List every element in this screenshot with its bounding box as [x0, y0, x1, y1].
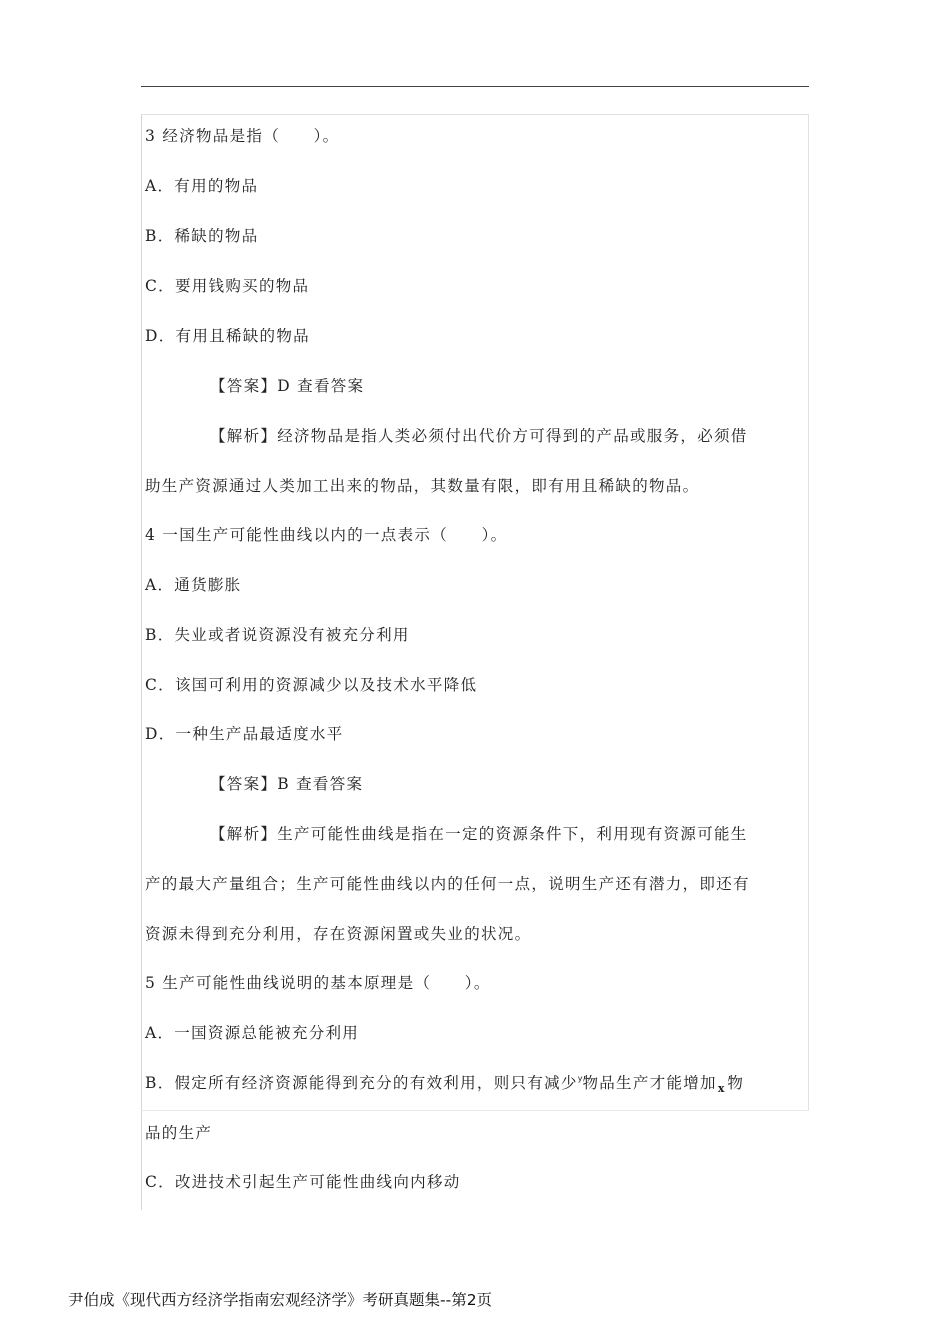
page-footer: 尹伯成《现代西方经济学指南宏观经济学》考研真题集--第2页 — [68, 1291, 493, 1309]
question-4-option-a: A．通货膨胀 — [145, 576, 242, 594]
header-rule — [141, 86, 809, 87]
question-4-stem: 4 一国生产可能性曲线以内的一点表示（ ）。 — [145, 526, 508, 544]
question-3-option-b: B．稀缺的物品 — [145, 227, 259, 245]
question-3-option-c: C．要用钱购买的物品 — [145, 277, 310, 295]
question-4-option-b: B．失业或者说资源没有被充分利用 — [145, 626, 410, 644]
question-5-stem: 5 生产可能性曲线说明的基本原理是（ ）。 — [145, 974, 491, 992]
question-4-analysis-line-3: 资源未得到充分利用，存在资源闲置或失业的状况。 — [145, 925, 532, 943]
question-4-analysis-line-2: 产的最大产量组合；生产可能性曲线以内的任何一点，说明生产还有潜力，即还有 — [145, 875, 750, 893]
content-frame-top — [141, 114, 809, 115]
content-frame-divider — [141, 1110, 809, 1111]
question-3-answer-link[interactable]: 【答案】D 查看答案 — [210, 377, 365, 395]
y-symbol: y — [577, 1074, 583, 1083]
question-3-option-d: D．有用且稀缺的物品 — [145, 327, 310, 345]
question-3-analysis-line-1: 【解析】经济物品是指人类必须付出代价方可得到的产品或服务，必须借 — [210, 427, 748, 445]
option-b-text-middle: 物品生产才能增加 — [582, 1074, 717, 1092]
question-5-option-a: A．一国资源总能被充分利用 — [145, 1024, 360, 1042]
question-5-option-b — [145, 1073, 744, 1096]
question-4-answer-link[interactable]: 【答案】B 查看答案 — [210, 775, 364, 793]
question-5-option-b-continued: 品的生产 — [145, 1124, 213, 1142]
option-b-text-end: 物 — [727, 1074, 745, 1092]
question-3-analysis-line-2: 助生产资源通过人类加工出来的物品，其数量有限，即有用且稀缺的物品。 — [145, 477, 700, 495]
option-b-text-start: B．假定所有经济资源能得到充分的有效利用，则只有减少 — [145, 1074, 578, 1092]
question-3-option-a: A．有用的物品 — [145, 177, 259, 195]
question-4-analysis-line-1: 【解析】生产可能性曲线是指在一定的资源条件下，利用现有资源可能生 — [210, 825, 748, 843]
question-5-option-c: C．改进技术引起生产可能性曲线向内移动 — [145, 1173, 461, 1191]
question-4-option-d: D．一种生产品最适度水平 — [145, 725, 344, 743]
content-frame-right — [808, 114, 809, 1110]
content-frame-left — [141, 114, 142, 1210]
x-symbol: x — [717, 1082, 725, 1095]
question-4-option-c: C．该国可利用的资源减少以及技术水平降低 — [145, 676, 478, 694]
question-3-stem: 3 经济物品是指（ ）。 — [145, 127, 340, 145]
